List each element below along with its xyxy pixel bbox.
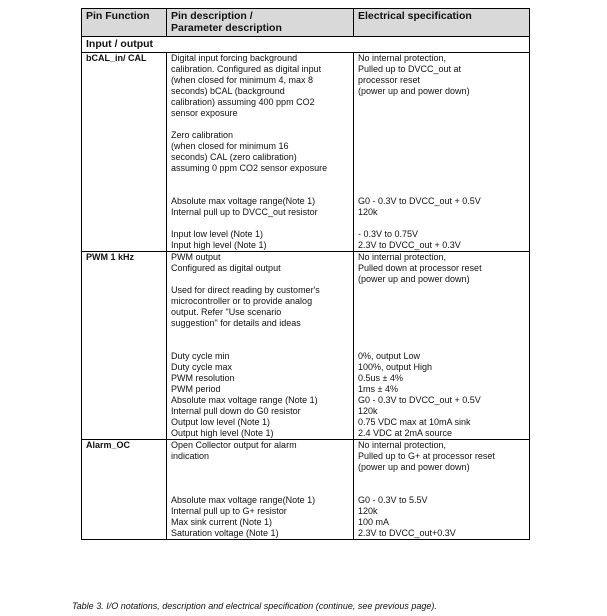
electrical-spec: No internal protection, Pulled up to DVCC_out at processor reset (power up and power down) G0 - 0.3V to DVCC_out + 0.5V 120k - 0.3V to 0.75V 2.3V to DVCC_out + 0.3V [354, 53, 530, 252]
table-row [82, 252, 530, 440]
electrical-spec: No internal protection, Pulled down at processor reset (power up and power down) 0%, output Low 100%, output High 0.5us ± 4% 1ms ± 4% G0 - 0.3V to DVCC_out + 0.5V 120k 0.75 VDC max at 10mA sink 2.4 VDC at 2mA source [354, 252, 530, 440]
table-row [82, 53, 530, 252]
table-header-row [82, 9, 530, 37]
table-caption: Table 3. I/O notations, description and electrical specification (continue, see previous page). [72, 601, 437, 611]
pin-description: PWM output Configured as digital output Used for direct reading by customer's microcontroller or to provide analog output. Refer "Use scenario suggestion" for details and ideas Duty cycle min Duty cycle max PWM resolution PWM period Absolute max voltage range (Note 1) Internal pull down do G0 resistor Output low level (Note 1) Output high level (Note 1) [167, 252, 354, 440]
pin-name: Alarm_OC [82, 440, 167, 540]
io-spec-table [81, 8, 530, 540]
table-row [82, 440, 530, 540]
section-row [82, 37, 530, 53]
section-title: Input / output [82, 37, 530, 53]
pin-name: PWM 1 kHz [82, 252, 167, 440]
pin-description: Digital input forcing background calibration. Configured as digital input (when closed for minimum 4, max 8 seconds) bCAL (background calibration) assuming 400 ppm CO2 sensor exposure Zero calibration (when closed for minimum 16 seconds) CAL (zero calibration) assuming 0 ppm CO2 sensor exposure Absolute max voltage range(Note 1) Internal pull up to DVCC_out resistor Input low level (Note 1) Input high level (Note 1) [167, 53, 354, 252]
electrical-spec: No internal protection, Pulled up to G+ at processor reset (power up and power down) G0 - 0.3V to 5.5V 120k 100 mA 2.3V to DVCC_out+0.3V [354, 440, 530, 540]
header-pin-description: Pin description / Parameter description [167, 9, 354, 37]
header-electrical-spec: Electrical specification [354, 9, 530, 37]
pin-name: bCAL_in/ CAL [82, 53, 167, 252]
header-pin-function: Pin Function [82, 9, 167, 37]
pin-description: Open Collector output for alarm indication Absolute max voltage range(Note 1) Internal pull up to G+ resistor Max sink current (Note 1) Saturation voltage (Note 1) [167, 440, 354, 540]
